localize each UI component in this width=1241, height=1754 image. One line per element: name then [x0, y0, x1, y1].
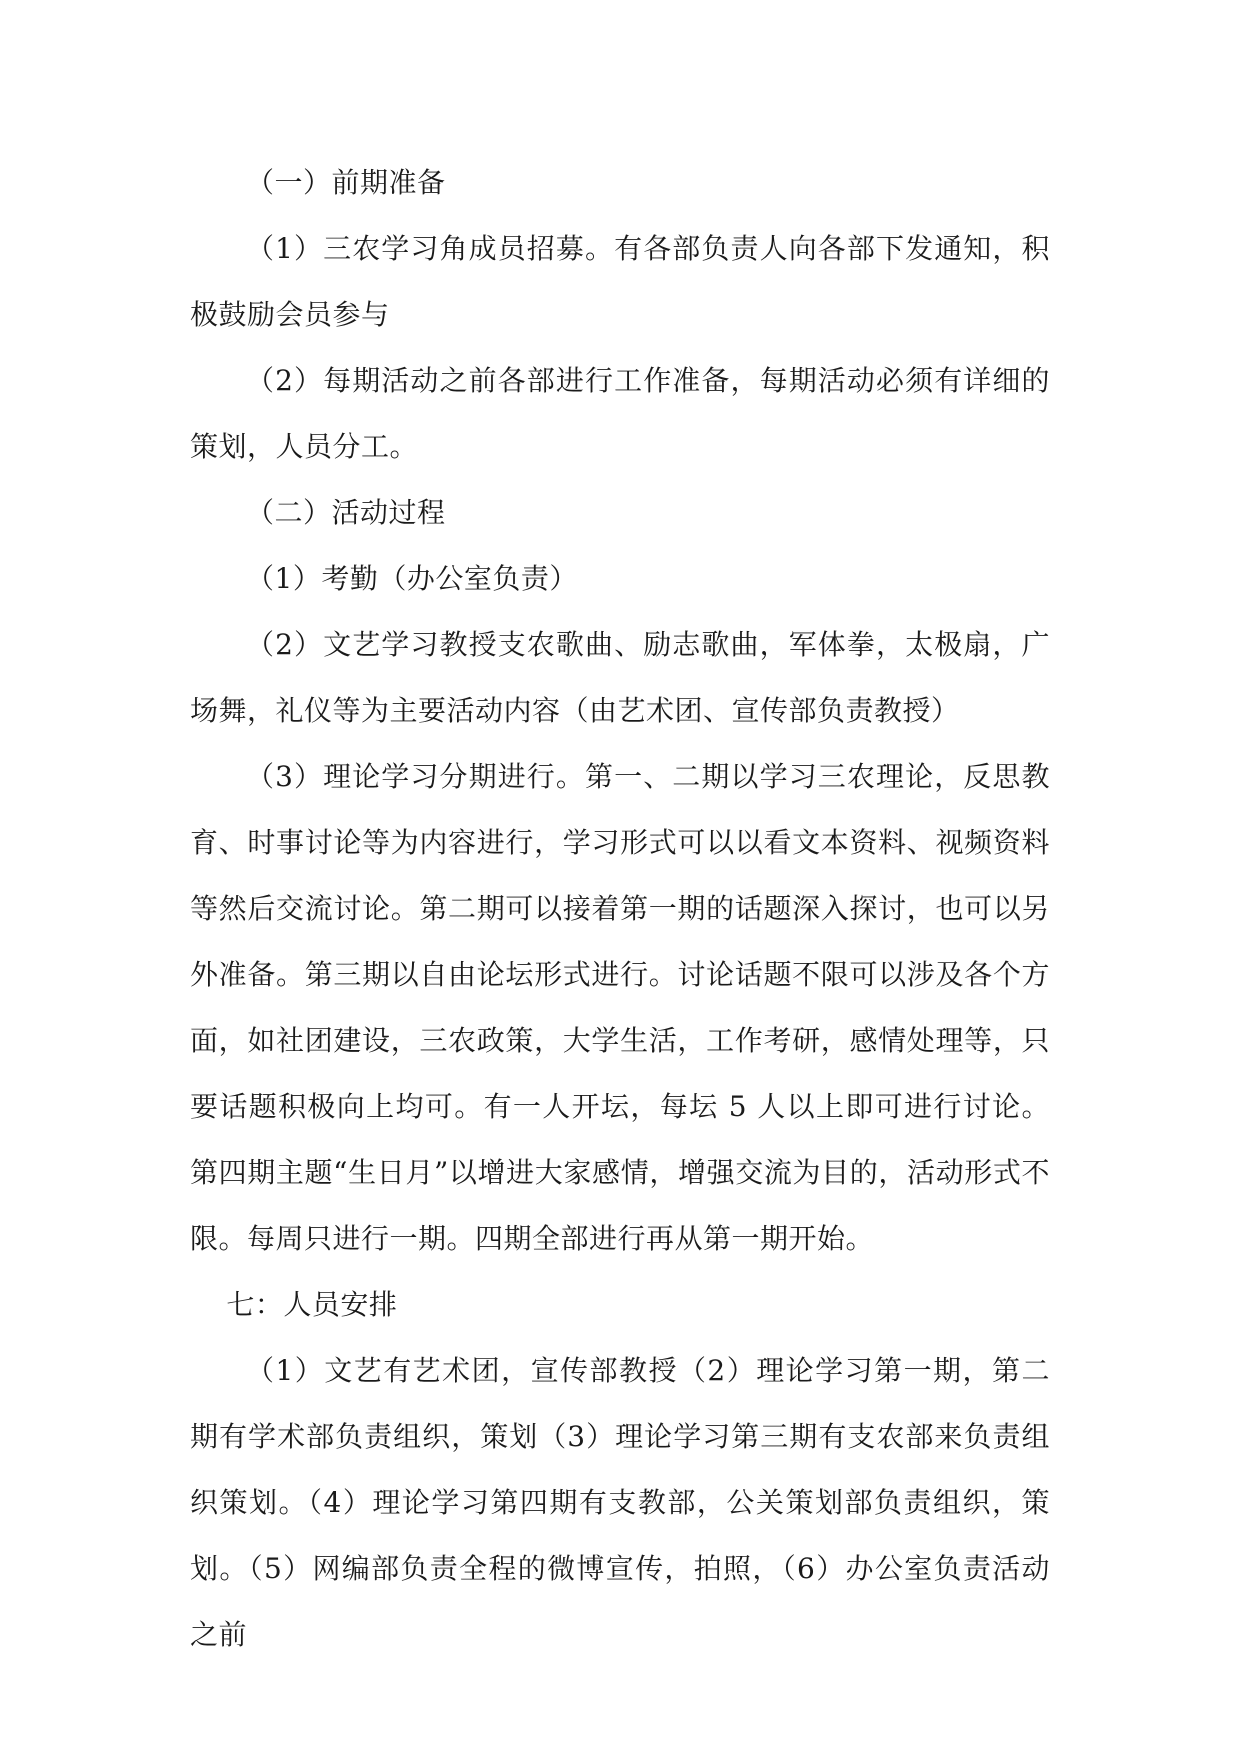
paragraph-staffing-details: （1）文艺有艺术团，宣传部教授（2）理论学习第一期，第二期有学术部负责组织，策划（3）理论学习第三期有支农部来负责组织策划。（4）理论学习第四期有支教部，公关策划部负责组织，策划。（5）网编部负责全程的微博宣传，拍照，（6）办公室负责活动之前	[190, 1354, 1050, 1651]
paragraph-arts-learning: （2）文艺学习教授支农歌曲、励志歌曲，军体拳，太极扇，广场舞，礼仪等为主要活动内容（由艺术团、宣传部负责教授）	[190, 628, 1050, 727]
paragraph-attendance: （1）考勤（办公室负责）	[246, 562, 578, 595]
document-body	[190, 150, 1050, 1668]
section-heading-preparation: （一）前期准备	[246, 166, 446, 199]
paragraph-work-preparation: （2）每期活动之前各部进行工作准备，每期活动必须有详细的策划，人员分工。	[190, 364, 1050, 463]
paragraph-theory-learning: （3）理论学习分期进行。第一、二期以学习三农理论，反思教育、时事讨论等为内容进行，学习形式可以以看文本资料、视频资料等然后交流讨论。第二期可以接着第一期的话题深入探讨，也可以另外准备。第三期以自由论坛形式进行。讨论话题不限可以涉及各个方面，如社团建设，三农政策，大学生活，工作考研，感情处理等，只要话题积极向上均可。有一人开坛，每坛 5 人以上即可进行讨论。第四期主题“生日月”以增进大家感情，增强交流为目的，活动形式不限。每周只进行一期。四期全部进行再从第一期开始。	[190, 760, 1050, 1255]
section-heading-activity-process: （二）活动过程	[246, 496, 446, 529]
paragraph-recruitment: （1）三农学习角成员招募。有各部负责人向各部下发通知，积极鼓励会员参与	[190, 232, 1050, 331]
section-heading-staffing: 七：人员安排	[226, 1288, 398, 1321]
